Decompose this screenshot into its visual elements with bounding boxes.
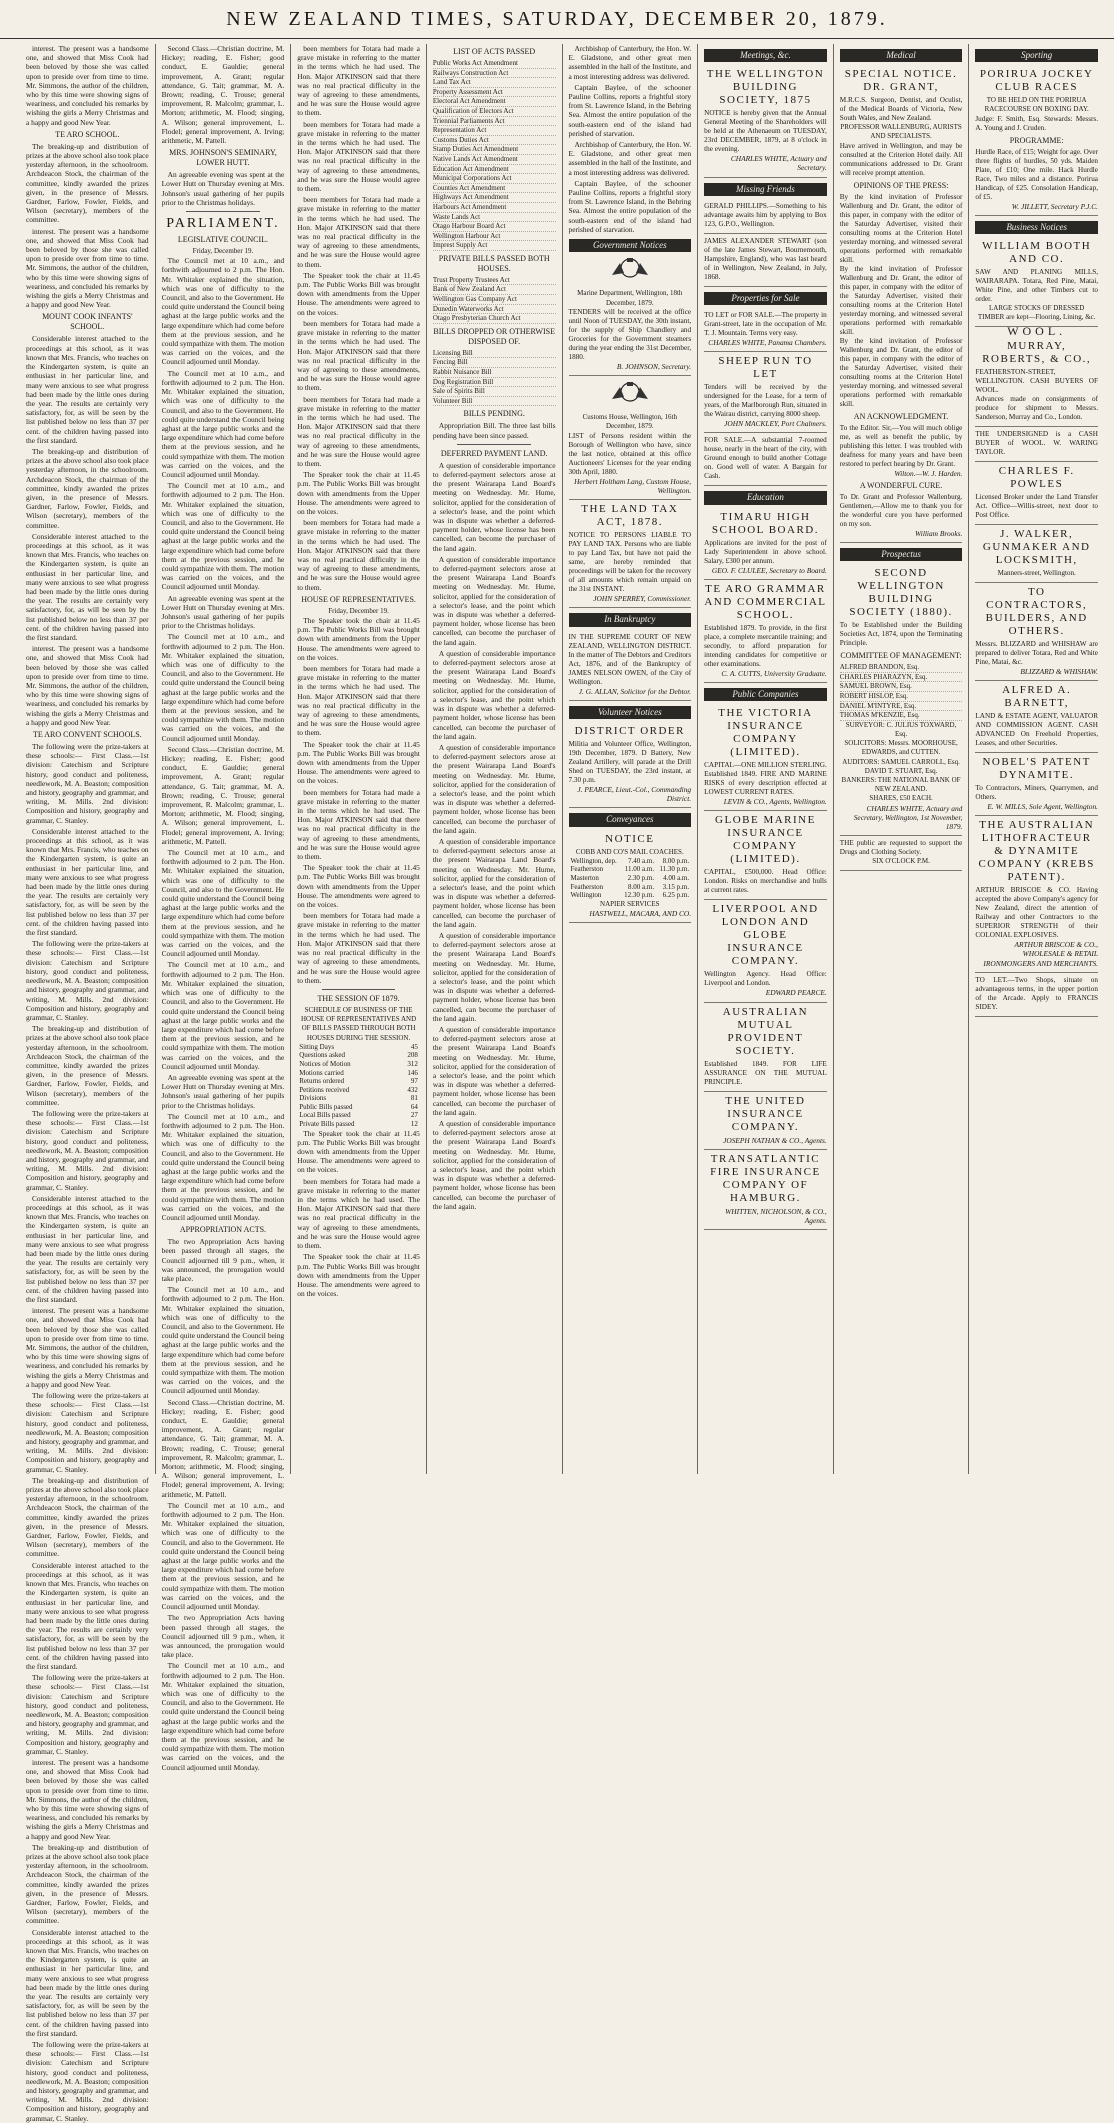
table-cell: 11.00 a.m. xyxy=(624,865,655,874)
article-text: been members for Totara had made a grave mistake in referring to the matter in the terms which he had used. The Hon. Major ATKINSON said that there was no real practical difficulty in the way of agreeing to these amendments, and he was sure the House would agree to them. xyxy=(297,911,420,985)
section-heading: APPROPRIATION ACTS. xyxy=(179,1225,267,1235)
table-cell: Public Bills passed xyxy=(299,1102,353,1111)
article-text: The two Appropriation Acts having been passed through all stages, the Council adjourned till 9 p.m., when, it was announced, the prorogation would take place. xyxy=(161,1613,285,1660)
table-cell: 8.00 a.m. xyxy=(628,882,655,891)
dropped-heading: BILLS DROPPED OR OTHERWISE DISPOSED OF. xyxy=(433,326,555,346)
govt-notice-marine: Marine Department, Wellington, 18th December, 1879. TENDERS will be received at the office until Noon of TUESDAY, the 30th instant, for the supply of Ship Chandlery and Groceries for the Government steamers during the year ending the 31st December, 1880. B. JOHNSON, Secretary. xyxy=(569,286,692,376)
article-text: Captain Baylee, of the schooner Pauline Collins, reports a frightful story from St. Lawrence Island, in the Behring Sea. Almost the entire population of the south-eastern end of the island had perished of starvation. xyxy=(568,178,692,234)
timetable-row xyxy=(569,857,692,866)
act-item: Otago Harbour Board Act xyxy=(433,222,556,232)
murray-roberts-ad: MURRAY, ROBERTS, & CO., FEATHERSTON-STREET, WELLINGTON. CASH BUYERS OF WOOL. Advances made on consignments of produce for shipment to Messrs. Sanderson, Murray and Co., London. xyxy=(975,337,1098,427)
article-text: Captain Baylee, of the schooner Pauline Collins, reports a frightful story from St. Lawrence Island, in the Behring Sea. Almost the entire population of the south-eastern end of the island had perished of starvation. xyxy=(568,82,692,138)
article-text: The Council met at 10 a.m., and forthwith adjourned to 2 p.m. The Hon. Mr. Whitaker explained the situation, which was one of difficulty to the Council, and also to the Government. He could quite understand the Council being aghast at the large public works and the large expenditure which had come before them at the previous session, and he could sympathize with them. The motion was carried on the voices, and the Council adjourned until Monday. xyxy=(161,632,285,743)
article-text: Second Class.—Christian doctrine, M. Hickey; reading, E. Fisher; good conduct, E. Gauldie; general improvement, A. Grant; regular attendance, G. Tait; grammar, M. A. Brown; reading, C. Trouse; general improvement, R. Malcolm; grammar, L. Morton; arithmetic, M. Flood; singing, A. Wilson; general improvement, L. Flodel; general improvement, A. Irving; arithmetic, M. Pattell. xyxy=(161,1397,285,1499)
article-text: The Council met at 10 a.m., and forthwith adjourned to 2 p.m. The Hon. Mr. Whitaker explained the situation, which was one of difficulty to the Council, and also to the Government. He could quite understand the Council being aghast at the large public works and the large expenditure which had come before them at the previous session, and he could sympathize with them. The motion was carried on the voices, and the Council adjourned until Monday. xyxy=(161,1661,285,1772)
committee-member: DANIEL M'INTYRE, Esq. xyxy=(840,702,963,712)
bankruptcy-notice: IN THE SUPREME COURT OF NEW ZEALAND, WELLINGTON DISTRICT. In the matter of The Debtors and Creditors Act, 1876, and of the Bankruptcy of JAMES NELSON OWEN, of the City of Wellington. J. G. ALLAN, Solicitor for the Debtor. xyxy=(569,630,692,701)
sporting-banner: Sporting xyxy=(975,49,1098,62)
masthead-title: NEW ZEALAND TIMES, SATURDAY, DECEMBER 20, 1879. xyxy=(226,8,888,30)
act-item: Highways Act Amendment xyxy=(433,193,556,203)
committee-member: ALFRED BRANDON, Esq. xyxy=(840,663,963,673)
article-text: interest. The present was a handsome one, and showed that Miss Cook had been beloved by those she was called upon to preside over from time to time. Mr. Simmons, the author of the children, who by this time were showing signs of weariness, and concluded his remarks by wishing the girls a Merry Christmas and a happy and good New Year. xyxy=(26,644,149,727)
table-cell: Sitting Days xyxy=(299,1042,335,1051)
table-cell: 12.30 p.m. xyxy=(624,891,655,900)
article-text: A question of considerable importance to deferred-payment selectors arose at the present Wairarapa Land Board's meeting on Wednesday. Mr. Hume, solicitor, applied for the consideration of a selector's lease, and the point which was in dispute was whether a deferred-payment holder, whose license has been cancelled, can become the purchaser of the land again. xyxy=(432,554,556,647)
pending-heading: BILLS PENDING. xyxy=(463,409,525,419)
table-cell: 27 xyxy=(410,1111,418,1120)
article-text: A question of considerable importance to deferred-payment selectors arose at the present Wairarapa Land Board's meeting on Wednesday. Mr. Hume, solicitor, applied for the consideration of a selector's lease, and the point which was in dispute was whether a deferred-payment holder, whose license has been cancelled, can become the purchaser of the land again. xyxy=(432,930,556,1023)
council-heading: LEGISLATIVE COUNCIL. xyxy=(177,235,269,245)
te-aro-grammar-ad: TE ARO GRAMMAR AND COMMERCIAL SCHOOL. Established 1879. To provide, in the first place, a complete mercantile training; and secondly, to afford preparation for intending candidates for competitive or other examinations. C. A. CUTTS, University Graduate. xyxy=(704,580,827,683)
article-text: Second Class.—Christian doctrine, M. Hickey; reading, E. Fisher; good conduct, E. Gauldie; general improvement, A. Grant; regular attendance, G. Tait; grammar, M. A. Brown; reading, C. Trouse; general improvement, R. Malcolm; grammar, L. Morton; arithmetic, M. Flood; singing, A. Wilson; general improvement, L. Flodel; general improvement, A. Irving; arithmetic, M. Pattell. xyxy=(161,44,285,146)
article-text: Considerable interest attached to the proceedings at this school, as it was known that Mrs. Francis, who teaches on the Kindergarten system, is quite an enthusiast in her particular line, and many were anxious to see what progress had been made by the little ones during the year. The results are certainly very satisfactory, for, as will be seen by the list published below no less than 37 per cent. of the children having passed into the first standard. xyxy=(26,1193,149,1304)
govt-notice-customs: Customs House, Wellington, 16th December, 1879. LIST of Persons resident within the Borough of Wellington who have, since the last notice, obtained at this office Auctioneers' Licenses for the year ending 30th April, 1880. Herbert Holtham Lang, Custom House, Wellington. xyxy=(569,410,692,500)
article-text: been members for Totara had made a grave mistake in referring to the matter in the terms which he had used. The Hon. Major ATKINSON said that there was no real practical difficulty in the way of agreeing to these amendments, and he was sure the House would agree to them. xyxy=(297,664,420,738)
table-cell: 45 xyxy=(410,1042,418,1051)
column-6 xyxy=(698,44,834,1474)
article-text: The Council met at 10 a.m., and forthwith adjourned to 2 p.m. The Hon. Mr. Whitaker explained the situation, which was one of difficulty to the Council, and also to the Government. He could quite understand the Council being aghast at the large public works and the large expenditure which had come before them at the previous session, and he could sympathize with them. The motion was carried on the voices, and the Council adjourned until Monday. xyxy=(161,1285,285,1396)
barnett-ad: ALFRED A. BARNETT, LAND & ESTATE AGENT, VALUATOR AND COMMISSION AGENT. CASH ADVANCED On Freehold Properties, Leases, and other Securities. xyxy=(975,681,1098,753)
conveyances-banner: Conveyances xyxy=(569,813,692,826)
timetable-row xyxy=(569,865,692,874)
royal-crest-icon xyxy=(569,255,692,283)
act-item: Property Assessment Act xyxy=(433,88,556,98)
private-bill-item: Otago Presbyterian Church Act xyxy=(433,314,556,324)
article-text: Second Class.—Christian doctrine, M. Hickey; reading, E. Fisher; good conduct, E. Gauldie; general improvement, A. Grant; regular attendance, G. Tait; grammar, M. A. Brown; reading, C. Trouse; general improvement, R. Malcolm; grammar, L. Morton; arithmetic, M. Flood; singing, A. Wilson; general improvement, L. Flodel; general improvement, A. Irving; arithmetic, M. Pattell. xyxy=(161,744,285,846)
land-tax-notice: THE LAND TAX ACT, 1878. NOTICE TO PERSONS LIABLE TO PAY LAND TAX. Persons who are liable to pay Land Tax, but have not paid the same, are hereby reminded that proceedings will be taken for the recovery of all amounts which remain unpaid on the 31st INSTANT. JOHN SPERREY, Commissioner. xyxy=(569,500,692,608)
powles-ad: CHARLES F. POWLES Licensed Broker under the Land Transfer Act. Office—Willis-street, next door to Post Office. xyxy=(975,462,1098,525)
dropped-bill-item: Licensing Bill xyxy=(433,349,556,359)
act-item: Education Act Amendment xyxy=(433,165,556,175)
table-cell: Motions carried xyxy=(299,1068,344,1077)
session-subheading: SCHEDULE OF BUSINESS OF THE HOUSE OF REPRESENTATIVES AND OF BILLS PASSED THROUGH BOTH HOUSES DURING THE SESSION. xyxy=(300,1005,417,1042)
article-text: Considerable interest attached to the proceedings at this school, as it was known that Mrs. Francis, who teaches on the Kindergarten system, is quite an enthusiast in her particular line, and many were anxious to see what progress had been made by the little ones during the year. The results are certainly very satisfactory, for, as will be seen by the list published below no less than 37 per cent. of the children having passed into the first standard. xyxy=(26,1927,149,2038)
article-text: interest. The present was a handsome one, and showed that Miss Cook had been beloved by those she was called upon to preside over from time to time. Mr. Simmons, the author of the children, who by this time were showing signs of weariness, and concluded his remarks by wishing the girls a Merry Christmas and a happy and good New Year. xyxy=(26,1306,149,1389)
column-4 xyxy=(427,44,563,1474)
article-text: Archbishop of Canterbury, the Hon. W. E. Gladstone, and other great men assembled in the hall of the Institute, and a most interesting address was delivered. xyxy=(568,44,692,81)
table-cell: 7.40 a.m. xyxy=(628,856,655,865)
article-text: The Council met at 10 a.m., and forthwith adjourned to 2 p.m. The Hon. Mr. Whitaker explained the situation, which was one of difficulty to the Council, and also to the Government. He could quite understand the Council being aghast at the large public works and the large expenditure which had come before them at the previous session, and he could sympathize with them. The motion was carried on the voices, and the Council adjourned until Monday. xyxy=(161,481,285,592)
divider xyxy=(322,989,396,990)
act-item: Public Works Act Amendment xyxy=(433,59,556,69)
act-item: Customs Duties Act xyxy=(433,136,556,146)
council-date: Friday, December 19. xyxy=(192,247,254,256)
act-item: Electoral Act Amendment xyxy=(433,97,556,107)
column-7 xyxy=(834,44,970,1474)
committee-member: THOMAS M'KENZIE, Esq. xyxy=(840,711,963,721)
table-cell: 146 xyxy=(407,1068,418,1077)
insurance-ad: GLOBE MARINE INSURANCE COMPANY (LIMITED). CAPITAL, £500,000. Head Office: London. Risks on merchandise and hulls at current rates. xyxy=(704,811,827,900)
public-companies-banner: Public Companies xyxy=(704,688,827,701)
government-notices-banner: Government Notices xyxy=(569,239,692,252)
act-item: Representation Act xyxy=(433,126,556,136)
wool-buyer-ad: THE UNDERSIGNED is a CASH BUYER of WOOL. W. WARING TAYLOR. xyxy=(975,427,1098,462)
column-8 xyxy=(969,44,1104,1474)
article-text: A question of considerable importance to deferred-payment selectors arose at the present Wairarapa Land Board's meeting on Wednesday. Mr. Hume, solicitor, applied for the consideration of a selector's lease, and the point which was in dispute was whether a deferred-payment holder, whose license has been cancelled, can become the purchaser of the land again. xyxy=(432,1025,556,1117)
closing-notice: THE public are requested to support the Drugs and Clothing Society. SIX O'CLOCK P.M. xyxy=(840,836,963,871)
act-item: Triennial Parliaments Act xyxy=(433,117,556,127)
session-row xyxy=(297,1103,420,1112)
article-text: been members for Totara had made a grave mistake in referring to the matter in the terms which he had used. The Hon. Major ATKINSON said that there was no real practical difficulty in the way of agreeing to these amendments, and he was sure the House would agree to them. xyxy=(297,1176,420,1251)
article-text: The following were the prize-takers at these schools:— First Class.—1st division: Catechism and Scripture history, good conduct and politeness, needlework, M. A. Beaston; composition and history, geography and grammar, and writing, M. Mills. 2nd division: Composition and history, geography and grammar, C. Stanley. xyxy=(26,939,149,1022)
missing-friends-banner: Missing Friends xyxy=(704,183,827,196)
act-item: Waste Lands Act xyxy=(433,213,556,223)
committee-list xyxy=(840,663,963,721)
royal-crest-icon xyxy=(569,379,692,407)
committee-member: SAMUEL BROWN, Esq. xyxy=(840,682,963,692)
volunteer-banner: Volunteer Notices xyxy=(569,706,692,719)
dropped-bill-item: Rabbit Nuisance Bill xyxy=(433,368,556,378)
private-bill-item: Wellington Gas Company Act xyxy=(433,295,556,305)
article-text: The Speaker took the chair at 11.45 p.m. The Public Works Bill was brought down with amendments from the Upper House. The amendments were agreed to on the voices. xyxy=(297,863,420,910)
parliament-heading: PARLIAMENT. xyxy=(166,216,280,232)
article-text: interest. The present was a handsome one, and showed that Miss Cook had been beloved by those she was called upon to preside over from time to time. Mr. Simmons, the author of the children, who by this time were showing signs of weariness, and concluded his remarks by wishing the girls a Merry Christmas and a happy and good New Year. xyxy=(26,1757,149,1841)
walker-ad: J. WALKER, GUNMAKER AND LOCKSMITH, Manners-street, Wellington. xyxy=(975,525,1098,583)
dynamite-ad: NOBEL'S PATENT DYNAMITE. To Contractors, Miners, Quarrymen, and Others. E. W. MILLS, Sole Agent, Wellington. xyxy=(975,753,1098,816)
article-text: been members for Totara had made a grave mistake in referring to the matter in the terms which he had used. The Hon. Major ATKINSON said that there was no real practical difficulty in the way of agreeing to these amendments, and he was sure the House would agree to them. xyxy=(297,518,420,592)
table-cell: Local Bills passed xyxy=(299,1111,351,1120)
section-heading: TE ARO SCHOOL. xyxy=(55,129,120,139)
business-banner: Business Notices xyxy=(975,221,1098,234)
dropped-bill-item: Volunteer Bill xyxy=(433,397,556,407)
properties-banner: Properties for Sale xyxy=(704,292,827,305)
article-text: The breaking-up and distribution of prizes at the above school also took place yesterday afternoon, in the schoolroom. Archdeacon Stock, the chairman of the committee, kindly awarded the prizes given, in the presence of Messrs. Gardner, Farlow, Fowler, Fields, and Wilson (secretary), members of the committee. xyxy=(26,1475,149,1559)
article-text: been members for Totara had made a grave mistake in referring to the matter in the terms which he had used. The Hon. Major ATKINSON said that there was no real practical difficulty in the way of agreeing to these amendments, and he was sure the House would agree to them. xyxy=(297,119,420,194)
article-text: The Speaker took the chair at 11.45 p.m. The Public Works Bill was brought down with amendments from the Upper House. The amendments were agreed to on the voices. xyxy=(297,1252,420,1299)
masthead xyxy=(0,8,1114,39)
pending-text: Appropriation Bill. The three last bills pending have been since passed. xyxy=(432,421,556,440)
session-row xyxy=(297,1086,420,1095)
dropped-bill-item: Fencing Bill xyxy=(433,358,556,368)
table-cell: 11.30 p.m. xyxy=(659,865,690,874)
house-heading: HOUSE OF REPRESENTATIVES. xyxy=(301,594,416,604)
article-text: A question of considerable importance to deferred-payment selectors arose at the present Wairarapa Land Board's meeting on Wednesday. Mr. Hume, solicitor, applied for the consideration of a selector's lease, and the point which was in dispute was whether a deferred-payment holder, whose license has been cancelled, can become the purchaser of the land again. xyxy=(432,836,556,929)
table-cell: 312 xyxy=(407,1059,418,1068)
article-text: The breaking-up and distribution of prizes at the above school also took place yesterday afternoon, in the schoolroom. Archdeacon Stock, the chairman of the committee, kindly awarded the prizes given, in the presence of Messrs. Gardner, Farlow, Fowler, Fields, and Wilson (secretary), members of the committee. xyxy=(26,1842,149,1926)
table-cell: Divisions xyxy=(299,1094,327,1103)
article-text: The following were the prize-takers at these schools:— First Class.—1st division: Catechism and Scripture history, good conduct and politeness, needlework, M. A. Beaston; composition and history, geography and grammar, and writing, M. Mills. 2nd division: Composition and history, geography and grammar, C. Stanley. xyxy=(26,1108,149,1192)
article-text: An agreeable evening was spent at the Lower Hutt on Thursday evening at Mrs. Johnson's usual gathering of her pupils prior to the Christmas holidays. xyxy=(161,170,285,207)
article-text: The Council met at 10 a.m., and forthwith adjourned to 2 p.m. The Hon. Mr. Whitaker explained the situation, which was one of difficulty to the Council, and also to the Government. He could quite understand the Council being aghast at the large public works and the large expenditure which had come before them at the previous session, and he could sympathize with them. The motion was carried on the voices, and the Council adjourned until Monday. xyxy=(161,368,285,479)
coach-timetable xyxy=(569,857,692,900)
act-item: Wellington Harbour Act xyxy=(433,232,556,242)
article-text: The Speaker took the chair at 11.45 p.m. The Public Works Bill was brought down with amendments from the Upper House. The amendments were agreed to on the voices. xyxy=(297,739,420,786)
missing-notice: GERALD PHILLIPS.—Something to his advantage awaits him by applying to Box 123, G.P.O., Wellington. xyxy=(704,199,827,234)
session-row xyxy=(297,1094,420,1103)
article-text: The breaking-up and distribution of prizes at the above school also took place yesterday afternoon, in the schoolroom. Archdeacon Stock, the chairman of the committee, kindly awarded the prizes given, in the presence of Messrs. Gardner, Farlow, Fowler, Fields, and Wilson (secretary), members of the committee. xyxy=(26,446,149,530)
table-cell: 97 xyxy=(410,1077,418,1086)
article-text: The Council met at 10 a.m., and forthwith adjourned to 2 p.m. The Hon. Mr. Whitaker explained the situation, which was one of difficulty to the Council, and also to the Government. He could quite understand the Council being aghast at the large public works and the large expenditure which had come before them at the previous session, and he could sympathize with them. The motion was carried on the voices, and the Council adjourned until Monday. xyxy=(161,848,285,959)
private-bill-item: Bank of New Zealand Act xyxy=(433,285,556,295)
article-text: The following were the prize-takers at these schools:— First Class.—1st division: Catechism and Scripture history, good conduct and politeness, needlework, M. A. Beaston; composition and history, geography and grammar, and writing, M. Mills. 2nd division: Composition and history, geography and grammar, C. Stanley. xyxy=(26,1391,149,1474)
district-order: DISTRICT ORDER Militia and Volunteer Office, Wellington, 19th December, 1879. D Battery, New Zealand Artillery, will parade at the Drill Shed on TUESDAY, the 23rd instant, at 7.30 p.m. J. PEARCE, Lieut.-Col., Commanding District. xyxy=(569,722,692,808)
section-heading: MRS. JOHNSON'S SEMINARY, LOWER HUTT. xyxy=(169,148,277,168)
columns xyxy=(20,44,1104,2123)
wool-heading: WOOL. xyxy=(1007,324,1067,339)
article-text: been members for Totara had made a grave mistake in referring to the matter in the terms which he had used. The Hon. Major ATKINSON said that there was no real practical difficulty in the way of agreeing to these amendments, and he was sure the House would agree to them. xyxy=(297,318,420,393)
table-cell: 3.15 p.m. xyxy=(662,882,690,891)
article-text: The Speaker took the chair at 11.45 p.m. The Public Works Bill was brought down with amendments from the Upper House. The amendments were agreed to on the voices. xyxy=(297,615,420,662)
dropped-bills-list xyxy=(433,349,556,407)
table-cell: 81 xyxy=(410,1094,418,1103)
insurance-ad: TRANSATLANTIC FIRE INSURANCE COMPANY OF HAMBURG. WHITTEN, NICHOLSON, & CO., Agents. xyxy=(704,1150,827,1230)
session-table xyxy=(297,1043,420,1129)
column-2 xyxy=(156,44,292,1772)
prospectus-banner: Prospectus xyxy=(840,548,963,561)
bankruptcy-banner: In Bankruptcy xyxy=(569,613,692,626)
divider xyxy=(186,211,260,212)
article-text: Considerable interest attached to the proceedings at this school, as it was known that Mrs. Francis, who teaches on the Kindergarten system, is quite an enthusiast in her particular line, and many were anxious to see what progress had been made by the little ones during the year. The results are certainly very satisfactory, for, as will be seen by the list published below no less than 37 per cent. of the children having passed into the first standard. xyxy=(26,1560,149,1671)
column-1 xyxy=(20,44,156,2123)
article-text: The following were the prize-takers at these schools:— First Class.—1st division: Catechism and Scripture history, good conduct and politeness, needlework, M. A. Beaston; composition and history, geography and grammar, and writing, M. Mills. 2nd division: Composition and history, geography and grammar, C. Stanley. xyxy=(26,742,149,825)
insurance-ad: THE VICTORIA INSURANCE COMPANY (LIMITED). CAPITAL—ONE MILLION STERLING. Established 1849. FIRE AND MARINE RISKS of every description effected at LOWEST CURRENT RATES. LEVIN & CO., Agents, Wellington. xyxy=(704,704,827,811)
divider xyxy=(457,444,531,445)
article-text: The Speaker took the chair at 11.45 p.m. The Public Works Bill was brought down with amendments from the Upper House. The amendments were agreed to on the voices. xyxy=(297,470,420,516)
table-cell: Questions asked xyxy=(299,1051,345,1060)
article-text: interest. The present was a handsome one, and showed that Miss Cook had been beloved by those she was called upon to preside over from time to time. Mr. Simmons, the author of the children, who by this time were showing signs of weariness, and concluded his remarks by wishing the girls a Merry Christmas and a happy and good New Year. xyxy=(26,44,149,127)
session-row xyxy=(297,1060,420,1069)
table-cell: Private Bills passed xyxy=(299,1120,355,1129)
act-item: Native Lands Act Amendment xyxy=(433,155,556,165)
act-item: Qualification of Electors Act xyxy=(433,107,556,117)
timetable-row xyxy=(569,874,692,883)
private-bill-item: Dunedin Waterworks Act xyxy=(433,305,556,315)
article-text: been members for Totara had made a grave mistake in referring to the matter in the terms which he had used. The Hon. Major ATKINSON said that there was no real practical difficulty in the way of agreeing to these amendments, and he was sure the House would agree to them. xyxy=(297,195,420,269)
insurance-ad: LIVERPOOL AND LONDON AND GLOBE INSURANCE COMPANY. Wellington Agency. Head Office: Liverpool and London. EDWARD PEARCE. xyxy=(704,900,827,1002)
shops-to-let-ad: TO LET.—Two Shops, situate on advantageous terms, in the upper portion of the Arcade. Apply to FRANCIS SIDEY. xyxy=(975,973,1098,1017)
session-row xyxy=(297,1120,420,1129)
article-text: An agreeable evening was spent at the Lower Hutt on Thursday evening at Mrs. Johnson's usual gathering of her pupils prior to the Christmas holidays. xyxy=(161,593,285,631)
dropped-bill-item: Sale of Spirits Bill xyxy=(433,387,556,397)
session-row xyxy=(297,1111,420,1120)
private-heading: PRIVATE BILLS PASSED BOTH HOUSES. xyxy=(438,253,550,273)
dr-grant-ad: SPECIAL NOTICE. DR. GRANT, M.R.C.S. Surgeon, Dentist, and Oculist, of the Medical Boards of Victoria, New South Wales, and New Zealand. PROFESSOR WALLENBURG, AURISTS AND SPECIALISTS. Have arrived in Wellington, and may be consulted at the Criterion Hotel daily. All communications addressed to Dr. Grant will receive prompt attention. OPINIONS OF THE PRESS: By the kind invitation of Professor Wallenburg and Dr. Grant, the editor of this paper, in company with the editor of the Saturday Advertiser, visited their consulting rooms at the Criterion Hotel yesterday morning, and witnessed several operations performed with remarkable skill. By the kind invitation of Professor Wallenburg and Dr. Grant, the editor of this paper, in company with the editor of the Saturday Advertiser, visited their consulting rooms at the Criterion Hotel yesterday morning, and witnessed several operations performed with remarkable skill. By the kind invitation of Professor Wallenburg and Dr. Grant, the editor of this paper, in company with the editor of the Saturday Advertiser, visited their consulting rooms at the Criterion Hotel yesterday morning, and witnessed several operations performed with remarkable skill. AN ACKNOWLEDGMENT. To the Editor. Sir,—You will much oblige me, as well as benefit the public, by publishing this letter. I was troubled with deafness for many years and have been restored to perfect hearing by Dr. Grant. Wilton.—W. J. Harden. A WONDERFUL CURE. To Dr. Grant and Professor Wallenburg. Gentlemen,—Allow me to thank you for the wonderful cure you have performed on my son. William Brooks. xyxy=(840,65,963,543)
article-text: The Council met at 10 a.m., and forthwith adjourned to 2 p.m. The Hon. Mr. Whitaker explained the situation, which was one of difficulty to the Council, and also to the Government. He could quite understand the Council being aghast at the large public works and the large expenditure which had come before them at the previous session, and he could sympathize with them. The motion was carried on the voices, and the Council adjourned until Monday. xyxy=(161,1500,285,1612)
table-cell: Featherston xyxy=(570,882,604,891)
insurance-ad: THE UNITED INSURANCE COMPANY. JOSEPH NATHAN & CO., Agents. xyxy=(704,1092,827,1150)
property-ad: FOR SALE.—A substantial 7-roomed house, nearly in the heart of the city, with Ground enough to build another Cottage on. Good well of water. A Bargain for Cash. xyxy=(704,433,827,486)
building-society-meeting: THE WELLINGTON BUILDING SOCIETY, 1875 NOTICE is hereby given that the Annual General Meeting of the Shareholders will be held at the Athenaeum on TUESDAY, 23rd DECEMBER, 1879, at 8 o'clock in the evening. CHARLES WHITE, Actuary and Secretary. xyxy=(704,65,827,177)
article-text: been members for Totara had made a grave mistake in referring to the matter in the terms which he had used. The Hon. Major ATKINSON said that there was no real practical difficulty in the way of agreeing to these amendments, and he was sure the House would agree to them. xyxy=(297,394,420,468)
timetable-row xyxy=(569,891,692,900)
building-society-prospectus: SECOND WELLINGTON BUILDING SOCIETY (1880). To be Established under the Building Societies Act, 1874, upon the Terminating Principle. COMMITTEE OF MANAGEMENT: ALFRED BRANDON, Esq. CHARLES PHARAZYN, Esq. SAMUEL BROWN, Esq. ROBERT HISLOP, Esq. DANIEL M'INTYRE, Esq. THOMAS M'KENZIE, Esq. SURVEYOR: C. JULIUS TOXWARD, Esq. SOLICITORS: Messrs. MOORHOUSE, EDWARDS, and CUTTEN. AUDITORS: SAMUEL CARROLL, Esq. DAVID T. STUART, Esq. BANKERS: THE NATIONAL BANK OF NEW ZEALAND. SHARES, £50 EACH. CHARLES WHITE, Actuary and Secretary, Wellington, 1st November, 1879. xyxy=(840,564,963,836)
section-heading: TE ARO CONVENT SCHOOLS. xyxy=(32,730,142,740)
deferred-heading: DEFERRED PAYMENT LAND. xyxy=(440,448,548,458)
committee-member: ROBERT HISLOP, Esq. xyxy=(840,692,963,702)
article-text: A question of considerable importance to deferred-payment selectors arose at the present Wairarapa Land Board's meeting on Wednesday. Mr. Hume, solicitor, applied for the consideration of a selector's lease, and the point which was in dispute was whether a deferred-payment holder, whose license has been cancelled, can become the purchaser of the land again. xyxy=(432,1119,556,1211)
table-cell: Masterton xyxy=(570,873,599,882)
committee-member: CHARLES PHARAZYN, Esq. xyxy=(840,673,963,683)
house-date: Friday, December 19. xyxy=(328,606,389,615)
article-text: The Speaker took the chair at 11.45 p.m. The Public Works Bill was brought down with amendments from the Upper House. The amendments were agreed to on the voices. xyxy=(297,270,420,317)
insurance-ad: AUSTRALIAN MUTUAL PROVIDENT SOCIETY. Established 1849. FOR LIFE ASSURANCE ON THE MUTUAL PRINCIPLE. xyxy=(704,1003,827,1092)
session-row xyxy=(297,1077,420,1086)
booth-mills-ad: WILLIAM BOOTH AND CO. SAW AND PLANING MILLS, WAIRARAPA. Totara, Red Pine, Matai, White Pine, and other Timbers cut to order. LARGE STOCKS OF DRESSED TIMBER are kept—Flooring, Lining, &c. xyxy=(975,237,1098,327)
act-item: Imprest Supply Act xyxy=(433,241,556,251)
article-text: A question of considerable importance to deferred-payment selectors arose at the present Wairarapa Land Board's meeting on Wednesday. Mr. Hume, solicitor, applied for the consideration of a selector's lease, and the point which was in dispute was whether a deferred-payment holder, whose license has been cancelled, can become the purchaser of the land again. xyxy=(432,648,556,741)
article-text: An agreeable evening was spent at the Lower Hutt on Thursday evening at Mrs. Johnson's usual gathering of her pupils prior to the Christmas holidays. xyxy=(161,1072,285,1110)
act-item: Railways Construction Act xyxy=(433,69,556,79)
session-row xyxy=(297,1069,420,1078)
article-text: Archbishop of Canterbury, the Hon. W. E. Gladstone, and other great men assembled in the hall of the Institute, and a most interesting address was delivered. xyxy=(568,140,692,177)
table-cell: Petitions received xyxy=(299,1085,350,1094)
lithofracteur-ad: THE AUSTRALIAN LITHOFRACTEUR & DYNAMITE COMPANY (KREBS PATENT). ARTHUR BRISCOE & CO. Having accepted the above Company's agency for New Zealand, direct the attention of Railway and other Contractors to the SUPERIOR STRENGTH of their COLONIAL EXPLOSIVES. ARTHUR BRISCOE & CO., WHOLESALE & RETAIL IRONMONGERS AND MERCHANTS. xyxy=(975,816,1098,973)
article-text: The Council met at 10 a.m., and forthwith adjourned to 2 p.m. The Hon. Mr. Whitaker explained the situation, which was one of difficulty to the Council, and also to the Government. He could quite understand the Council being aghast at the large public works and the large expenditure which had come before them at the previous session, and he could sympathize with them. The motion was carried on the voices, and the Council adjourned until Monday. xyxy=(161,256,285,367)
session-row xyxy=(297,1043,420,1052)
table-cell: Wellington, dep. xyxy=(570,856,617,865)
missing-notice: JAMES ALEXANDER STEWART (son of the late James Stewart, Bournemouth, Hampshire, England), who was last heard of in Wellington, New Zealand, in July, 1868. xyxy=(704,234,827,287)
act-item: Harbours Act Amendment xyxy=(433,203,556,213)
contractors-ad: TO CONTRACTORS, BUILDERS, AND OTHERS. Messrs. BLIZZARD and WHISHAW are prepared to deliver Totara, Red and White Pine, Matai, &c. BLIZZARD & WHISHAW. xyxy=(975,583,1098,681)
article-text: interest. The present was a handsome one, and showed that Miss Cook had been beloved by those she was called upon to preside over from time to time. Mr. Simmons, the author of the children, who by this time were showing signs of weariness, and concluded his remarks by wishing the girls a Merry Christmas and a happy and good New Year. xyxy=(26,226,149,310)
act-item: Land Tax Act xyxy=(433,78,556,88)
article-text: A question of considerable importance to deferred-payment selectors arose at the present Wairarapa Land Board's meeting on Wednesday. Mr. Hume, solicitor, applied for the consideration of a selector's lease, and the point which was in dispute was whether a deferred-payment holder, whose license has been cancelled, can become the purchaser of the land again. xyxy=(432,742,556,835)
medical-banner: Medical xyxy=(840,49,963,62)
act-item: Stamp Duties Act Amendment xyxy=(433,145,556,155)
article-text: Considerable interest attached to the proceedings at this school, as it was known that Mrs. Francis, who teaches on the Kindergarten system, is quite an enthusiast in her particular line, and many were anxious to see what progress had been made by the little ones during the year. The results are certainly very satisfactory, for, as will be seen by the list published below no less than 37 per cent. of the children having passed into the first standard. xyxy=(26,531,149,642)
porirua-races-ad: PORIRUA JOCKEY CLUB RACES TO BE HELD ON THE PORIRUA RACECOURSE ON BOXING DAY. Judge: F. Smith, Esq. Stewards: Messrs. A. Young and J. Cruden. PROGRAMME: Hurdle Race, of £15; Weight for age. Over three flights of hurdles, 50 yds. Maiden Plate, of £10; One mile. Hack Hurdle Race, Two miles and a distance. Porirua Handicap, of £25. Consolation Handicap, of £5. W. JILLETT, Secretary P.J.C. xyxy=(975,65,1098,216)
property-ad: TO LET or FOR SALE.—The property in Grant-street, late in the occupation of Mr. T. J. Mountain. Terms very easy. CHARLES WHITE, Panama Chambers. xyxy=(704,308,827,352)
table-cell: Featherston xyxy=(570,865,604,874)
article-text: The two Appropriation Acts having been passed through all stages, the Council adjourned till 9 p.m., when, it was announced, the prorogation would take place. xyxy=(161,1237,285,1283)
article-text: Considerable interest attached to the proceedings at this school, as it was known that Mrs. Francis, who teaches on the Kindergarten system, is quite an enthusiast in her particular line, and many were anxious to see what progress had been made by the little ones during the year. The results are certainly very satisfactory, for, as will be seen by the list published below no less than 37 per cent. of the children having passed into the first standard. xyxy=(26,826,149,938)
act-item: Counties Act Amendment xyxy=(433,184,556,194)
article-text: been members for Totara had made a grave mistake in referring to the matter in the terms which he had used. The Hon. Major ATKINSON said that there was no real practical difficulty in the way of agreeing to these amendments, and he was sure the House would agree to them. xyxy=(297,44,420,118)
table-cell: Wellington xyxy=(570,891,602,900)
meetings-banner: Meetings, &c. xyxy=(704,49,827,62)
sheep-run-ad: SHEEP RUN TO LET Tenders will be received by the undersigned for the Lease, for a term of years, of the Marlborough Run, situated in the Wairau district, carrying 8000 sheep. JOHN MACKLEY, Port Chalmers. xyxy=(704,352,827,433)
article-text: The Speaker took the chair at 11.45 p.m. The Public Works Bill was brought down with amendments from the Upper House. The amendments were agreed to on the voices. xyxy=(297,1128,420,1175)
timetable-row xyxy=(569,883,692,892)
article-text: The following were the prize-takers at these schools:— First Class.—1st division: Catechism and Scripture history, good conduct and politeness, needlework, M. A. Beaston; composition and history, geography and grammar, and writing, M. Mills. 2nd division: Composition and history, geography and grammar, C. Stanley. xyxy=(26,2040,149,2123)
article-text: The following were the prize-takers at these schools:— First Class.—1st division: Catechism and Scripture history, good conduct and politeness, needlework, M. A. Beaston; composition and history, geography and grammar, and writing, M. Mills. 2nd division: Composition and history, geography and grammar, C. Stanley. xyxy=(26,1673,149,1756)
article-text: The Council met at 10 a.m., and forthwith adjourned to 2 p.m. The Hon. Mr. Whitaker explained the situation, which was one of difficulty to the Council, and also to the Government. He could quite understand the Council being aghast at the large public works and the large expenditure which had come before them at the previous session, and he could sympathize with them. The motion was carried on the voices, and the Council adjourned until Monday. xyxy=(161,1111,285,1222)
act-item: Municipal Corporations Act xyxy=(433,174,556,184)
article-text: The breaking-up and distribution of prizes at the above school also took place yesterday afternoon, in the schoolroom. Archdeacon Stock, the chairman of the committee, kindly awarded the prizes given, in the presence of Messrs. Gardner, Farlow, Fowler, Fields, and Wilson (secretary), members of the committee. xyxy=(26,141,149,225)
table-cell: 4.00 a.m. xyxy=(663,873,690,882)
private-bills-list xyxy=(433,276,556,324)
article-text: Considerable interest attached to the proceedings at this school, as it was known that Mrs. Francis, who teaches on the Kindergarten system, is quite an enthusiast in her particular line, and many were anxious to see what progress had been made by the little ones during the year. The results are certainly very satisfactory, for, as will be seen by the list published below no less than 37 per cent. of the children having passed into the first standard. xyxy=(26,334,149,445)
education-banner: Education xyxy=(704,491,827,504)
article-text: been members for Totara had made a grave mistake in referring to the matter in the terms which he had used. The Hon. Major ATKINSON said that there was no real practical difficulty in the way of agreeing to these amendments, and he was sure the House would agree to them. xyxy=(297,787,420,862)
coach-notice: NOTICE COBB AND CO'S MAIL COACHES. Wellington, dep. 7.40 a.m. 8.00 p.m. Featherston 11.00 a.m. 11.30 p.m. Masterton 2.30 p.m. 4.00 a.m. Featherston 8.00 a.m. 3.15 p.m. Wellington 12.30 p.m. 6.25 p.m. NAPIER SERVICES HASTWELL, MACARA, AND CO. xyxy=(569,830,692,924)
private-bill-item: Trust Property Trustees Act xyxy=(433,276,556,286)
acts-heading: LIST OF ACTS PASSED xyxy=(453,47,536,56)
table-cell: 2.30 p.m. xyxy=(627,873,655,882)
session-row xyxy=(297,1051,420,1060)
article-text: The Council met at 10 a.m., and forthwith adjourned to 2 p.m. The Hon. Mr. Whitaker explained the situation, which was one of difficulty to the Council, and also to the Government. He could quite understand the Council being aghast at the large public works and the large expenditure which had come before them at the previous session, and he could sympathize with them. The motion was carried on the voices, and the Council adjourned until Monday. xyxy=(161,960,285,1071)
table-cell: 64 xyxy=(410,1102,418,1111)
column-3 xyxy=(291,44,427,1474)
acts-list xyxy=(433,59,556,251)
table-cell: Notices of Motion xyxy=(299,1059,351,1068)
table-cell: 8.00 p.m. xyxy=(662,856,690,865)
timaru-school-ad: TIMARU HIGH SCHOOL BOARD. Applications are invited for the post of Lady Superintendent in above school. Salary, £300 per annum. GEO. F. CLULEE, Secretary to Board. xyxy=(704,508,827,580)
dropped-bill-item: Dog Registration Bill xyxy=(433,378,556,388)
article-text: A question of considerable importance to deferred-payment selectors arose at the present Wairarapa Land Board's meeting on Wednesday. Mr. Hume, solicitor, applied for the consideration of a selector's lease, and the point which was in dispute was whether a deferred-payment holder, whose license has been cancelled, can become the purchaser of the land again. xyxy=(432,460,556,553)
article-text: The breaking-up and distribution of prizes at the above school also took place yesterday afternoon, in the schoolroom. Archdeacon Stock, the chairman of the committee, kindly awarded the prizes given, in the presence of Messrs. Gardner, Farlow, Fowler, Fields, and Wilson (secretary), members of the committee. xyxy=(26,1024,149,1107)
table-cell: 12 xyxy=(410,1120,418,1129)
table-cell: Returns ordered xyxy=(299,1077,345,1086)
column-5 xyxy=(563,44,699,1474)
table-cell: 6.25 p.m. xyxy=(662,891,690,900)
session-heading: THE SESSION OF 1879. xyxy=(317,993,400,1003)
section-heading: MOUNT COOK INFANTS' SCHOOL. xyxy=(42,312,133,332)
table-cell: 432 xyxy=(407,1085,418,1094)
table-cell: 208 xyxy=(407,1051,418,1060)
